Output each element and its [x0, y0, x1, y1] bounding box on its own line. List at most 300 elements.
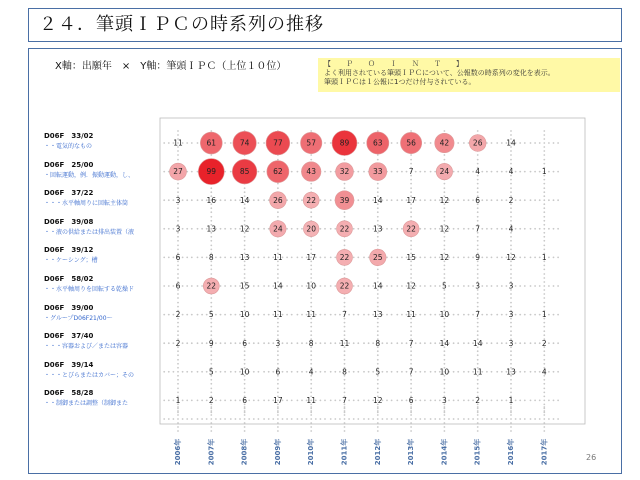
- grid-dot: [391, 400, 393, 402]
- grid-dot: [197, 314, 199, 316]
- grid-dot: [277, 363, 279, 365]
- grid-dot: [244, 363, 246, 365]
- grid-dot: [543, 273, 545, 275]
- grid-dot: [430, 228, 432, 230]
- grid-dot: [220, 257, 222, 259]
- grid-dot: [357, 314, 359, 316]
- grid-dot: [177, 406, 179, 408]
- grid-dot: [310, 249, 312, 251]
- grid-dot: [277, 302, 279, 304]
- grid-dot: [368, 314, 370, 316]
- grid-dot: [377, 354, 379, 356]
- grid-dot: [310, 306, 312, 308]
- grid-dot: [534, 342, 536, 344]
- grid-dot: [177, 359, 179, 361]
- grid-dot: [277, 245, 279, 247]
- row-ipc-description: ・・ケーシング；槽: [44, 257, 98, 265]
- grid-dot: [553, 171, 555, 173]
- grid-dot: [291, 371, 293, 373]
- grid-dot: [348, 400, 350, 402]
- grid-dot: [310, 265, 312, 267]
- grid-dot: [472, 199, 474, 201]
- bubble-value: 89: [339, 138, 350, 148]
- grid-dot: [543, 163, 545, 165]
- grid-dot: [324, 371, 326, 373]
- grid-dot: [258, 171, 260, 173]
- bubble-value: 6: [275, 367, 281, 377]
- grid-dot: [263, 171, 265, 173]
- grid-dot: [501, 418, 503, 420]
- grid-dot: [377, 426, 379, 428]
- grid-dot: [506, 285, 508, 287]
- grid-dot: [268, 285, 270, 287]
- grid-dot: [557, 171, 559, 173]
- grid-dot: [424, 199, 426, 201]
- grid-dot: [191, 142, 193, 144]
- grid-dot: [477, 334, 479, 336]
- grid-dot: [277, 406, 279, 408]
- grid-dot: [501, 371, 503, 373]
- grid-dot: [519, 314, 521, 316]
- grid-dot: [510, 216, 512, 218]
- grid-dot: [301, 418, 303, 420]
- grid-dot: [463, 171, 465, 173]
- grid-dot: [491, 228, 493, 230]
- grid-dot: [224, 228, 226, 230]
- grid-dot: [182, 400, 184, 402]
- grid-dot: [486, 314, 488, 316]
- grid-dot: [506, 199, 508, 201]
- grid-dot: [472, 400, 474, 402]
- grid-dot: [496, 199, 498, 201]
- grid-dot: [377, 302, 379, 304]
- grid-dot: [419, 285, 421, 287]
- grid-dot: [396, 371, 398, 373]
- row-ipc-code: D06F 33/02: [44, 132, 94, 140]
- grid-dot: [344, 269, 346, 271]
- grid-dot: [363, 400, 365, 402]
- grid-dot: [191, 371, 193, 373]
- grid-dot: [543, 236, 545, 238]
- grid-dot: [310, 388, 312, 390]
- bubble-value: 42: [439, 138, 450, 148]
- grid-dot: [553, 371, 555, 373]
- year-label: 2015年: [473, 438, 482, 466]
- grid-dot: [424, 342, 426, 344]
- grid-dot: [220, 418, 222, 420]
- grid-dot: [430, 257, 432, 259]
- grid-dot: [543, 277, 545, 279]
- grid-dot: [410, 406, 412, 408]
- grid-dot: [177, 245, 179, 247]
- grid-dot: [543, 306, 545, 308]
- bubble-value: 2: [541, 338, 547, 348]
- bubble-value: 11: [306, 310, 316, 320]
- grid-dot: [191, 342, 193, 344]
- grid-dot: [477, 220, 479, 222]
- grid-dot: [291, 199, 293, 201]
- grid-dot: [182, 342, 184, 344]
- bubble-value: 57: [306, 138, 316, 148]
- grid-dot: [543, 354, 545, 356]
- grid-dot: [543, 404, 545, 406]
- grid-dot: [396, 257, 398, 259]
- grid-dot: [334, 314, 336, 316]
- grid-dot: [186, 342, 188, 344]
- row-ipc-code: D06F 58/28: [44, 389, 94, 398]
- grid-dot: [363, 371, 365, 373]
- bubble-value: 6: [408, 396, 414, 405]
- bubble-value: 13: [239, 253, 250, 262]
- grid-dot: [543, 379, 545, 381]
- grid-dot: [524, 400, 526, 402]
- bubble-value: 24: [273, 224, 283, 234]
- grid-dot: [306, 342, 308, 344]
- grid-dot: [377, 430, 379, 432]
- grid-dot: [382, 418, 384, 420]
- grid-dot: [177, 211, 179, 213]
- grid-dot: [224, 285, 226, 287]
- grid-dot: [324, 285, 326, 287]
- grid-dot: [315, 418, 317, 420]
- bubble-value: 1: [508, 396, 514, 405]
- bubble-value: 12: [406, 281, 416, 291]
- grid-dot: [244, 306, 246, 308]
- grid-dot: [310, 293, 312, 295]
- grid-dot: [444, 159, 446, 161]
- grid-dot: [177, 183, 179, 185]
- grid-dot: [168, 400, 170, 402]
- grid-dot: [510, 359, 512, 361]
- grid-dot: [510, 163, 512, 165]
- grid-dot: [210, 426, 212, 428]
- grid-dot: [543, 240, 545, 242]
- grid-dot: [191, 171, 193, 173]
- grid-dot: [244, 236, 246, 238]
- grid-dot: [272, 371, 274, 373]
- grid-dot: [510, 179, 512, 181]
- grid-dot: [553, 400, 555, 402]
- grid-dot: [377, 330, 379, 332]
- grid-dot: [263, 257, 265, 259]
- grid-dot: [410, 277, 412, 279]
- grid-dot: [434, 228, 436, 230]
- grid-dot: [244, 379, 246, 381]
- grid-dot: [244, 322, 246, 324]
- grid-dot: [277, 418, 279, 420]
- grid-dot: [268, 342, 270, 344]
- grid-dot: [444, 422, 446, 424]
- grid-dot: [477, 159, 479, 161]
- grid-dot: [315, 342, 317, 344]
- grid-dot: [244, 392, 246, 394]
- grid-dot: [330, 142, 332, 144]
- grid-dot: [258, 371, 260, 373]
- grid-dot: [230, 400, 232, 402]
- grid-dot: [277, 216, 279, 218]
- row-ipc-description: ・回転運動，例．振動運動，し、: [44, 171, 135, 179]
- grid-dot: [410, 322, 412, 324]
- grid-dot: [220, 342, 222, 344]
- bubble-value: 61: [206, 138, 217, 148]
- grid-dot: [177, 216, 179, 218]
- grid-dot: [357, 171, 359, 173]
- grid-dot: [277, 392, 279, 394]
- grid-dot: [244, 414, 246, 416]
- bubble-value: 7: [475, 224, 481, 234]
- grid-dot: [258, 285, 260, 287]
- row-ipc-code: D06F 25/00: [44, 160, 94, 169]
- grid-dot: [501, 400, 503, 402]
- bubble-value: 27: [173, 167, 183, 177]
- grid-dot: [320, 199, 322, 201]
- grid-dot: [197, 400, 199, 402]
- grid-dot: [377, 220, 379, 222]
- grid-dot: [457, 314, 459, 316]
- grid-dot: [515, 342, 517, 344]
- grid-dot: [244, 273, 246, 275]
- grid-dot: [543, 330, 545, 332]
- grid-dot: [344, 350, 346, 352]
- grid-dot: [543, 392, 545, 394]
- grid-dot: [434, 171, 436, 173]
- grid-dot: [463, 400, 465, 402]
- grid-dot: [424, 314, 426, 316]
- grid-dot: [230, 371, 232, 373]
- grid-dot: [524, 314, 526, 316]
- grid-dot: [173, 228, 175, 230]
- grid-dot: [419, 171, 421, 173]
- grid-dot: [543, 199, 545, 201]
- grid-dot: [310, 414, 312, 416]
- row-ipc-description: ・・電気的なもの: [44, 143, 93, 150]
- grid-dot: [396, 228, 398, 230]
- grid-dot: [410, 240, 412, 242]
- grid-dot: [519, 257, 521, 259]
- grid-dot: [277, 410, 279, 412]
- bubble-value: 2: [175, 338, 181, 348]
- grid-dot: [310, 154, 312, 156]
- grid-dot: [472, 285, 474, 287]
- bubble-value: 11: [472, 367, 483, 377]
- bubble-value: 13: [506, 367, 516, 377]
- grid-dot: [353, 314, 355, 316]
- grid-dot: [448, 285, 450, 287]
- grid-dot: [534, 199, 536, 201]
- grid-dot: [519, 371, 521, 373]
- grid-dot: [291, 400, 293, 402]
- grid-dot: [320, 257, 322, 259]
- grid-dot: [553, 418, 555, 420]
- bubble-value: 11: [306, 396, 316, 405]
- grid-dot: [253, 199, 255, 201]
- grid-dot: [210, 306, 212, 308]
- grid-dot: [444, 220, 446, 222]
- bubble-value: 1: [175, 396, 181, 405]
- grid-dot: [491, 171, 493, 173]
- bubble-value: 77: [273, 138, 283, 148]
- grid-dot: [424, 285, 426, 287]
- grid-dot: [301, 342, 303, 344]
- grid-dot: [173, 342, 175, 344]
- grid-dot: [510, 306, 512, 308]
- grid-dot: [519, 142, 521, 144]
- grid-dot: [477, 326, 479, 328]
- grid-dot: [277, 359, 279, 361]
- grid-dot: [463, 142, 465, 144]
- grid-dot: [486, 257, 488, 259]
- grid-dot: [163, 142, 165, 144]
- grid-dot: [406, 418, 408, 420]
- grid-dot: [457, 400, 459, 402]
- grid-dot: [515, 285, 517, 287]
- grid-dot: [168, 371, 170, 373]
- grid-dot: [510, 426, 512, 428]
- grid-dot: [468, 418, 470, 420]
- grid-dot: [486, 400, 488, 402]
- grid-dot: [210, 130, 212, 132]
- grid-dot: [210, 406, 212, 408]
- grid-dot: [419, 371, 421, 373]
- grid-dot: [310, 383, 312, 385]
- grid-dot: [182, 371, 184, 373]
- grid-dot: [477, 211, 479, 213]
- grid-dot: [543, 281, 545, 283]
- grid-dot: [235, 228, 237, 230]
- grid-dot: [277, 240, 279, 242]
- grid-dot: [406, 171, 408, 173]
- grid-dot: [434, 400, 436, 402]
- grid-dot: [258, 314, 260, 316]
- bubble-value: 62: [273, 167, 283, 177]
- grid-dot: [468, 400, 470, 402]
- bubble-value: 25: [373, 253, 383, 262]
- grid-dot: [224, 342, 226, 344]
- grid-dot: [453, 314, 455, 316]
- grid-dot: [372, 418, 374, 420]
- grid-dot: [510, 211, 512, 213]
- bubble-value: 12: [373, 396, 383, 405]
- grid-dot: [210, 211, 212, 213]
- grid-dot: [277, 187, 279, 189]
- grid-dot: [186, 400, 188, 402]
- grid-dot: [177, 265, 179, 267]
- grid-dot: [330, 400, 332, 402]
- year-label: 2012年: [373, 438, 382, 466]
- bubble-value: 14: [439, 338, 450, 348]
- bubble-value: 10: [306, 281, 316, 291]
- grid-dot: [310, 130, 312, 132]
- grid-dot: [177, 297, 179, 299]
- grid-dot: [197, 142, 199, 144]
- grid-dot: [401, 285, 403, 287]
- grid-dot: [543, 150, 545, 152]
- grid-dot: [477, 383, 479, 385]
- grid-dot: [357, 371, 359, 373]
- grid-dot: [357, 400, 359, 402]
- grid-dot: [524, 342, 526, 344]
- grid-dot: [419, 228, 421, 230]
- grid-dot: [368, 400, 370, 402]
- grid-dot: [334, 371, 336, 373]
- grid-dot: [186, 285, 188, 287]
- grid-dot: [201, 418, 203, 420]
- grid-dot: [186, 257, 188, 259]
- grid-dot: [272, 418, 274, 420]
- grid-dot: [506, 314, 508, 316]
- plot-frame: [160, 118, 585, 424]
- grid-dot: [510, 277, 512, 279]
- grid-dot: [163, 400, 165, 402]
- grid-dot: [344, 216, 346, 218]
- grid-dot: [481, 314, 483, 316]
- grid-dot: [368, 228, 370, 230]
- grid-dot: [510, 150, 512, 152]
- bubble-value: 12: [239, 224, 250, 234]
- grid-dot: [444, 359, 446, 361]
- grid-dot: [244, 216, 246, 218]
- grid-dot: [543, 195, 545, 197]
- grid-dot: [543, 322, 545, 324]
- grid-dot: [444, 406, 446, 408]
- grid-dot: [410, 330, 412, 332]
- bubble-value: 15: [406, 253, 416, 262]
- grid-dot: [477, 392, 479, 394]
- grid-dot: [477, 322, 479, 324]
- grid-dot: [477, 293, 479, 295]
- bubble-value: 9: [208, 338, 214, 348]
- grid-dot: [277, 273, 279, 275]
- grid-dot: [310, 330, 312, 332]
- grid-dot: [239, 400, 241, 402]
- grid-dot: [363, 314, 365, 316]
- grid-dot: [177, 383, 179, 385]
- grid-dot: [377, 211, 379, 213]
- grid-dot: [210, 392, 212, 394]
- grid-dot: [430, 342, 432, 344]
- grid-dot: [491, 400, 493, 402]
- row-ipc-description: ・・・水平軸周りに回転主体筒: [44, 200, 129, 208]
- grid-dot: [310, 159, 312, 161]
- grid-dot: [396, 400, 398, 402]
- grid-dot: [501, 342, 503, 344]
- grid-dot: [173, 285, 175, 287]
- grid-dot: [515, 418, 517, 420]
- grid-dot: [539, 418, 541, 420]
- grid-dot: [530, 142, 532, 144]
- grid-dot: [457, 342, 459, 344]
- grid-dot: [201, 371, 203, 373]
- grid-dot: [173, 199, 175, 201]
- grid-dot: [453, 371, 455, 373]
- grid-dot: [391, 342, 393, 344]
- grid-dot: [168, 418, 170, 420]
- grid-dot: [230, 285, 232, 287]
- grid-dot: [543, 245, 545, 247]
- grid-dot: [410, 334, 412, 336]
- grid-dot: [173, 314, 175, 316]
- grid-dot: [297, 199, 299, 201]
- grid-dot: [501, 228, 503, 230]
- grid-dot: [297, 342, 299, 344]
- bubble-value: 10: [239, 310, 250, 320]
- grid-dot: [244, 330, 246, 332]
- grid-dot: [210, 273, 212, 275]
- grid-dot: [491, 342, 493, 344]
- grid-dot: [320, 371, 322, 373]
- row-ipc-description: ・グループD06F21/00～: [44, 314, 113, 322]
- bubble-value: 6: [475, 195, 481, 205]
